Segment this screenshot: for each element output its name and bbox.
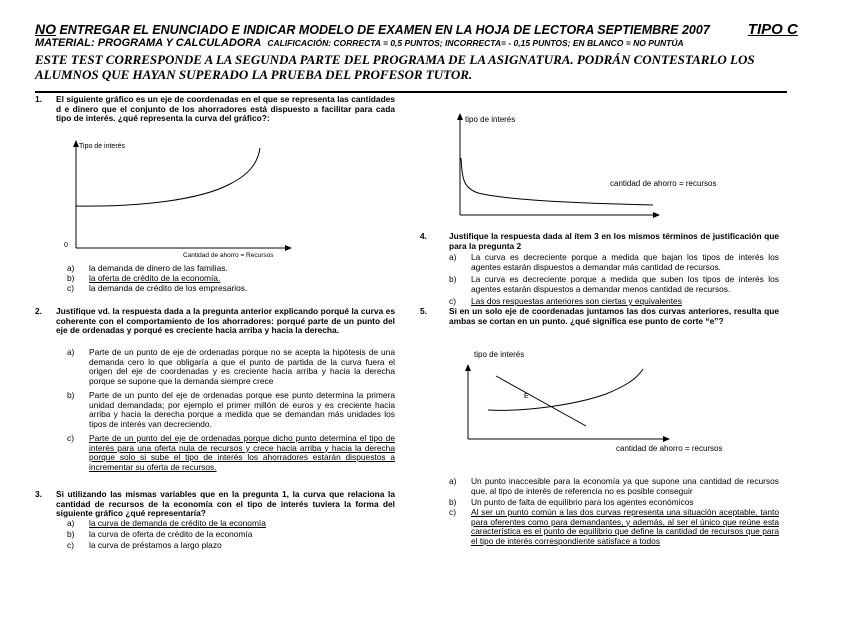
- y-axis-label: tipo de interés: [474, 350, 525, 359]
- header-divider: [35, 91, 787, 93]
- demand-line: [496, 376, 586, 426]
- x-axis-arrow: [663, 436, 670, 442]
- option-a[interactable]: a) la curva de demanda de crédito de la economía: [67, 518, 266, 528]
- question-number: 4.: [420, 231, 427, 241]
- option-b[interactable]: b) la oferta de crédito de la economía.: [67, 273, 221, 283]
- question-number: 3.: [35, 489, 42, 499]
- y-axis-arrow: [457, 113, 463, 120]
- y-axis-arrow: [465, 364, 471, 371]
- question-text: El siguiente gráfico es un eje de coordenadas en el que se representa las cantidades d e dinero que el conjunto de los ahorradores está dispuesto a facilitar para cada tipo de interés. ¿qué representa la curva del gráfico?:: [56, 94, 395, 124]
- header-material: MATERIAL: PROGRAMA Y CALCULADORA: [35, 37, 262, 49]
- x-axis-label: cantidad de ahorro = recursos: [610, 179, 717, 188]
- graph-equilibrium: [458, 342, 788, 460]
- option-b[interactable]: b) la curva de oferta de crédito de la economía: [67, 529, 253, 539]
- header-instructions: ENTREGAR EL ENUNCIADO E INDICAR MODELO DE EXAMEN EN LA HOJA DE LECTORA SEPTIEMBRE 2007: [56, 23, 710, 37]
- question-text: Si en un solo eje de coordenadas juntamos las dos curvas anteriores, resulta que ambas se cortan en un punto. ¿qué significa ese punto de corte “e”?: [449, 306, 779, 326]
- y-axis-label: tipo de interés: [465, 115, 516, 124]
- x-axis-arrow: [653, 212, 660, 218]
- question-text: Justifique vd. la respuesta dada a la pregunta anterior explicando porqué la curva es coherente con el comportamiento de los ahorradores: porqué parte de un punto del eje de ordenadas y porqué es creciente hacia arriba y hacia la derecha.: [56, 306, 395, 336]
- x-axis-arrow: [285, 245, 292, 251]
- exam-header-line2: [35, 37, 684, 49]
- supply-curve: [488, 369, 643, 410]
- graph-supply-curve: [60, 138, 320, 260]
- option-a[interactable]: a) Un punto inaccesible para la economía ya que supone una cantidad de recursos que, al tipo de interés de referencia no es posible conseguir: [449, 476, 779, 496]
- option-a[interactable]: a) La curva es decreciente porque a medida que bajan los tipos de interés los agentes estarán dispuestos a demandar más cantidad de recursos.: [449, 252, 779, 272]
- option-b[interactable]: b) Un punto de falta de equilibrio para los agentes económicos: [449, 497, 694, 507]
- option-b[interactable]: b) La curva es decreciente porque a medida que suben los tipos de interés los agentes estarán dispuestos a demandar menos cantidad de recursos.: [449, 274, 779, 294]
- graph-demand-curve: [448, 110, 717, 222]
- option-a[interactable]: a) la demanda de dinero de las familias.: [67, 263, 228, 273]
- supply-curve: [76, 148, 260, 206]
- equilibrium-point-label: E: [524, 393, 529, 400]
- question-number: 5.: [420, 306, 427, 316]
- option-c[interactable]: c) la demanda de crédito de los empresarios.: [67, 283, 248, 293]
- x-axis-label: cantidad de ahorro = recursos: [616, 444, 723, 453]
- question-text: Si utilizando las mismas variables que en la pregunta 1, la curva que relaciona la cantidad de recursos de la economía con el tipo de interés tuviera la forma del siguiente gráfico ¿qué representaría?: [56, 489, 395, 519]
- option-c[interactable]: c) Las dos respuestas anteriores son ciertas y equivalentes: [449, 296, 682, 306]
- option-a[interactable]: a) Parte de un punto de eje de ordenadas porque no se acepta la hipótesis de una demanda cero lo que obligaría a que el punto de partida de la curva fuera el origen del eje de coordenadas y es creciente hacia arriba y hacia la derecha porque se supone que la demanda siempre crece: [67, 347, 395, 386]
- origin-label: 0: [64, 242, 68, 249]
- header-no: NO: [35, 21, 56, 37]
- option-c[interactable]: c) Al ser un punto común a las dos curvas representa una situación aceptable, tanto para oferentes como para demandantes, y además, al ser el único que reúne esta característica es el punto de equilibrio que define la cantidad de recursos que para el tipo de interés correspondiente satisface a todos: [449, 507, 779, 546]
- exam-type: TIPO C: [747, 21, 798, 38]
- option-b[interactable]: b) Parte de un punto del eje de ordenadas porque ese punto determina la primera unidad demandada; por ejemplo el primer millón de euros y es creciente hacia arriba y hacia la derecha porque a medida que se demandan más unidades los tipos de interés van decreciendo.: [67, 390, 395, 429]
- exam-notice: ESTE TEST CORRESPONDE A LA SEGUNDA PARTE DEL PROGRAMA DE LA ASIGNATURA. PODRÁN CONTESTARLO LOS ALUMNOS QUE HAYAN SUPERADO LA PRUEBA DEL PROFESOR TUTOR.: [35, 52, 755, 82]
- y-axis-label: Tipo de interés: [79, 143, 126, 150]
- question-number: 2.: [35, 306, 42, 316]
- question-number: 1.: [35, 94, 42, 104]
- x-axis-label: Cantidad de ahorro = Recursos: [183, 252, 274, 259]
- header-grading: CALIFICACIÓN: CORRECTA = 0,5 PUNTOS; INCORRECTA= - 0,15 PUNTOS; EN BLANCO = NO PUNTÚA: [267, 38, 684, 48]
- option-c[interactable]: c) Parte de un punto del eje de ordenadas porque dicho punto determina el tipo de interés para una oferta nula de recursos y crece hacia arriba y hacia la derecha porque solo si sube el tipo de interés los ahorradores estarán dispuestos a incrementar su oferta de recursos.: [67, 433, 395, 472]
- option-c[interactable]: c) la curva de préstamos a largo plazo: [67, 540, 222, 550]
- exam-header-line1: [35, 21, 798, 38]
- question-text: Justifique la respuesta dada al ítem 3 en los mismos términos de justificación que para la pregunta 2: [449, 231, 779, 251]
